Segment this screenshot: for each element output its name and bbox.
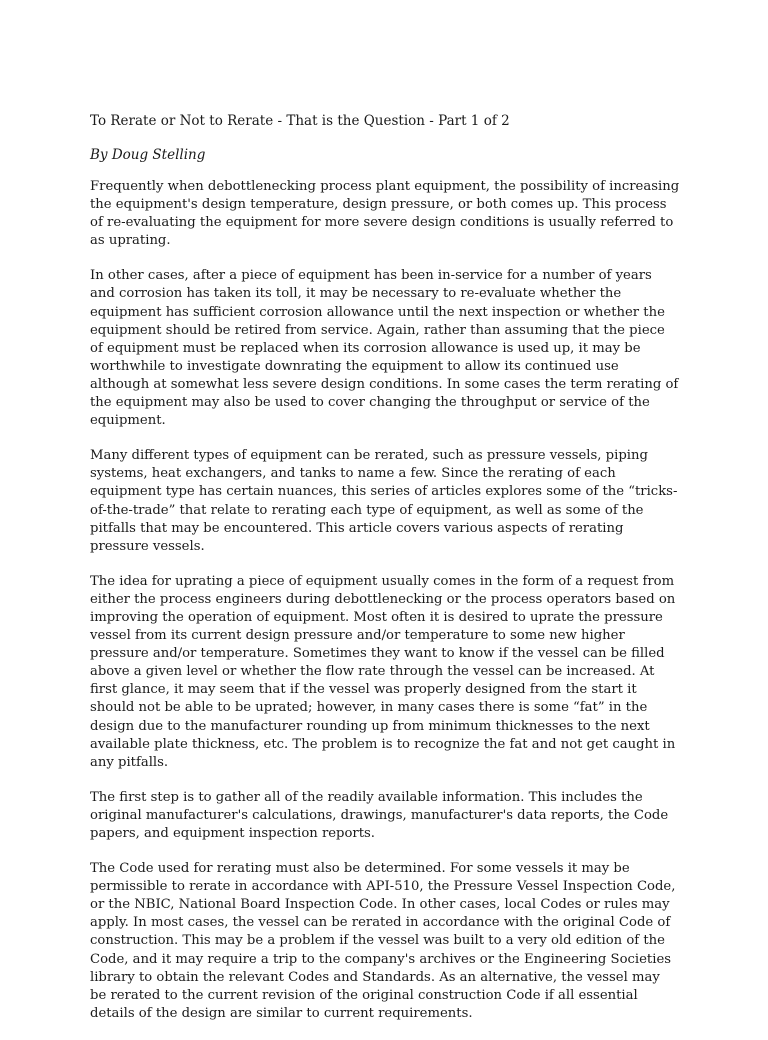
paragraph-2: In other cases, after a piece of equipment has been in-service for a number of years and corrosion has taken its toll, it may be necessary to re-evaluate whether the equipment has sufficient corrosion allowance until the next inspection or whether the equipment should be retired from service. Again, rather than assuming that the piece of equipment must be replaced when its corrosion allowance is used up, it may be worthwhile to investigate downrating the equipment to allow its continued use although at somewhat less severe design conditions. In some cases the term rerating of the equipment may also be used to cover changing the throughput or service of the equipment. [90,268,679,429]
paragraph-6: The Code used for rerating must also be determined. For some vessels it may be permissible to rerate in accordance with API-510, the Pressure Vessel Inspection Code, or the NBIC, National Board Inspection Code. In other cases, local Codes or rules may apply. In most cases, the vessel can be rerated in accordance with the original Code of construction. This may be a problem if the vessel was built to a very old edition of the Code, and it may require a trip to the company's archives or the Engineering Societies library to obtain the relevant Codes and Standards. As an alternative, the vessel may be rerated to the current revision of the original construction Code if all essential details of the design are similar to current requirements. [90,861,676,1021]
article-title: To Rerate or Not to Rerate - That is the Question - Part 1 of 2 [90,113,510,129]
paragraph-4: The idea for uprating a piece of equipment usually comes in the form of a request from either the process engineers during debottlenecking or the process operators based on improving the operation of equipment. Most often it is desired to uprate the pressure vessel from its current design pressure and/or temperature to some new higher pressure and/or temperature. Sometimes they want to know if the vessel can be filled above a given level or whether the flow rate through the vessel can be increased. At first glance, it may seem that if the vessel was properly designed from the start it should not be able to be uprated; however, in many cases there is some “fat” in the design due to the manufacturer rounding up from minimum thicknesses to the next available plate thickness, etc. The problem is to recognize the fat and not get caught in any pitfalls. [90,573,676,770]
paragraph-5: The first step is to gather all of the readily available information. This includes the original manufacturer's calculations, drawings, manufacturer's data reports, the Code papers, and equipment inspection reports. [90,789,669,841]
paragraph-1: Frequently when debottlenecking process plant equipment, the possibility of increasing the equipment's design temperature, design pressure, or both comes up. This process of re-evaluating the equipment for more severe design conditions is usually referred to as uprating. [90,179,680,249]
paragraph-3: Many different types of equipment can be rerated, such as pressure vessels, piping systems, heat exchangers, and tanks to name a few. Since the rerating of each equipment type has certain nuances, this series of articles explores some of the “tricks-of-the-trade” that relate to rerating each type of equipment, as well as some of the pitfalls that may be encountered. This article covers various aspects of rerating pressure vessels. [90,448,678,554]
article-page [90,112,680,1040]
article-byline: By Doug Stelling [90,147,206,163]
